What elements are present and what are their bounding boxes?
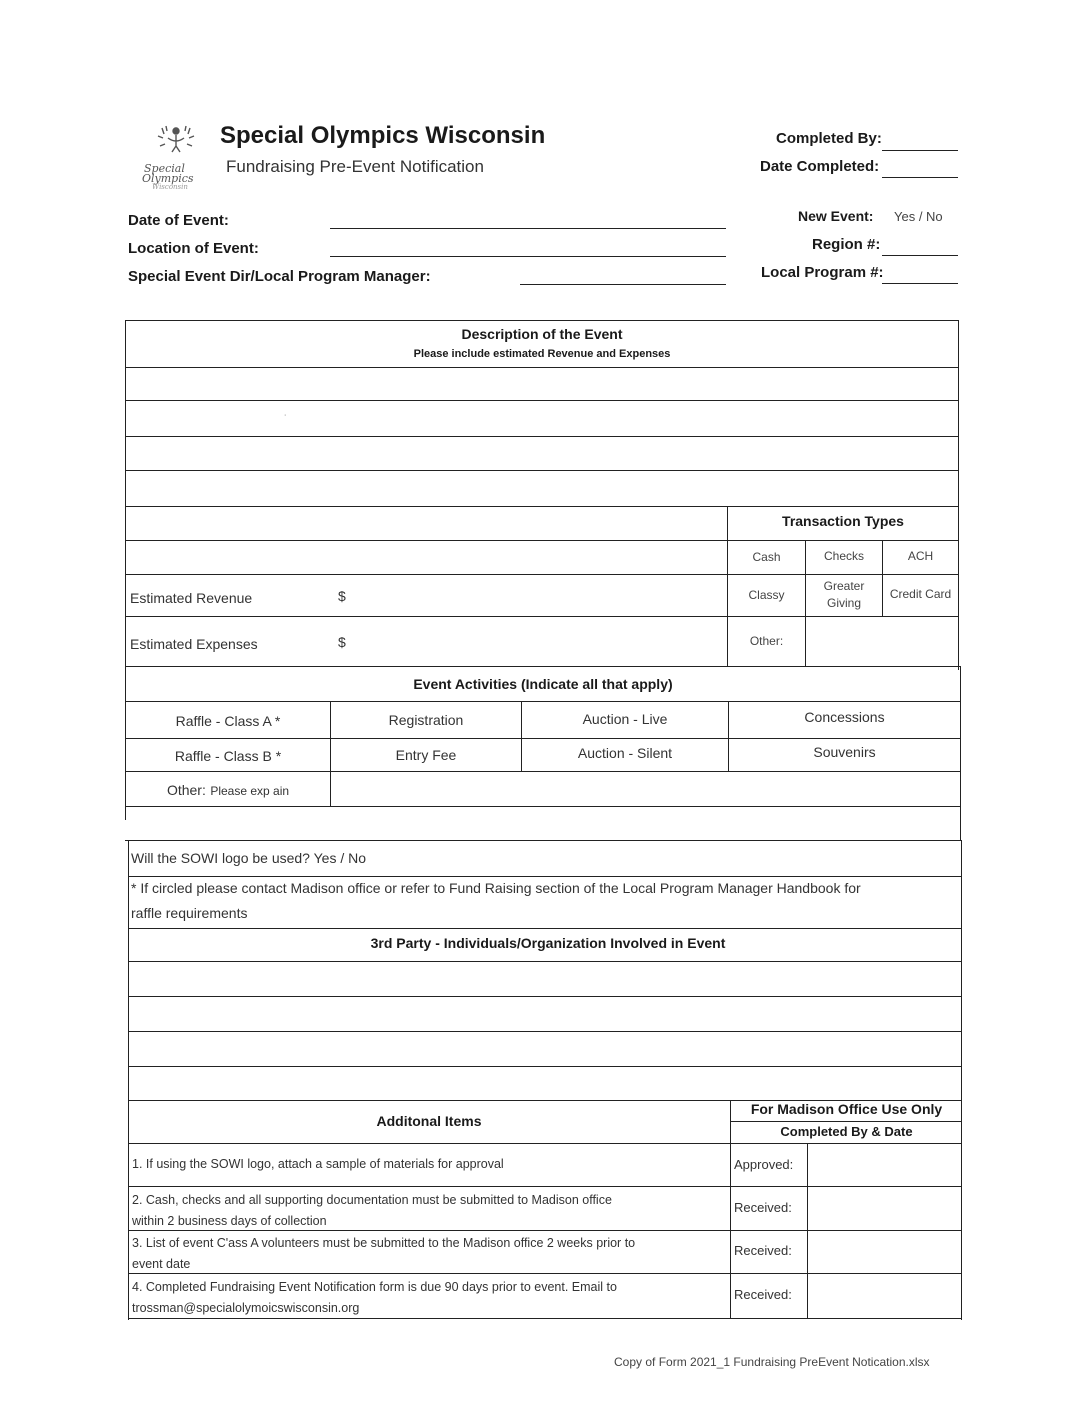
third-party-row-3[interactable] xyxy=(130,1033,960,1065)
stray-mark: ˙ xyxy=(284,414,288,425)
transaction-other-field[interactable] xyxy=(807,618,957,664)
description-row-4[interactable] xyxy=(127,472,957,505)
estimated-expenses-currency: $ xyxy=(338,634,346,650)
activity-extra-row[interactable] xyxy=(127,808,959,839)
additional-item-3-field[interactable] xyxy=(809,1232,960,1272)
transaction-checks[interactable]: Checks xyxy=(823,549,864,563)
estimated-expenses-field[interactable] xyxy=(352,620,724,664)
additional-item-1-field[interactable] xyxy=(809,1145,960,1185)
region-field[interactable] xyxy=(882,238,958,256)
description-subtitle: Please include estimated Revenue and Expenses xyxy=(413,348,671,360)
additional-item-2-line1: 2. Cash, checks and all supporting documentation must be submitted to Madison office xyxy=(132,1193,612,1207)
additional-item-4-email[interactable]: trossman@specialolymoicswisconsin.org xyxy=(132,1301,360,1315)
new-event-label: New Event: xyxy=(798,208,874,224)
form-title: Fundraising Pre-Event Notification xyxy=(226,157,484,176)
date-of-event-field[interactable] xyxy=(330,210,726,229)
activity-other xyxy=(126,782,330,800)
greater-giving-line2: Giving xyxy=(826,596,861,610)
activity-auction-silent[interactable]: Auction - Silent xyxy=(577,745,673,761)
additional-item-3 xyxy=(132,1233,728,1275)
logo-text-wisconsin: Wisconsin xyxy=(152,183,188,191)
activity-souvenirs[interactable]: Souvenirs xyxy=(813,744,876,760)
greater-giving-line1: Greater xyxy=(823,579,865,593)
location-label: Location of Event: xyxy=(128,240,259,257)
logo xyxy=(140,122,210,202)
activity-raffle-a[interactable]: Raffle - Class A * xyxy=(175,713,281,729)
manager-label: Special Event Dir/Local Program Manager: xyxy=(128,268,431,285)
additional-item-4-line1: 4. Completed Fundraising Event Notification form is due 90 days prior to event. Email to xyxy=(132,1280,617,1294)
additional-item-2 xyxy=(132,1190,728,1232)
transaction-ach[interactable]: ACH xyxy=(907,549,934,563)
activity-concessions[interactable]: Concessions xyxy=(804,709,885,725)
logo-text-olympics: Olympics xyxy=(142,172,194,185)
additional-item-2-status: Received: xyxy=(734,1200,792,1215)
manager-field[interactable] xyxy=(520,266,726,285)
additional-item-1 xyxy=(132,1157,728,1171)
transaction-credit-card[interactable]: Credit Card xyxy=(889,587,952,601)
third-party-row-4[interactable] xyxy=(130,1068,960,1099)
logo-text-special: Special xyxy=(144,162,185,175)
transaction-classy[interactable]: Classy xyxy=(748,588,785,602)
activities-title: Event Activities (Indicate all that apply) xyxy=(413,676,673,692)
activity-raffle-b[interactable]: Raffle - Class B * xyxy=(174,748,282,764)
estimated-expenses-label: Estimated Expenses xyxy=(130,636,258,652)
office-use-title: For Madison Office Use Only xyxy=(750,1101,943,1117)
date-completed-field[interactable] xyxy=(882,160,958,178)
additional-item-4 xyxy=(132,1277,728,1319)
additional-item-4-field[interactable] xyxy=(809,1275,960,1317)
office-use-subtitle: Completed By & Date xyxy=(780,1124,913,1139)
transaction-types-title: Transaction Types xyxy=(782,513,904,529)
additional-item-2-field[interactable] xyxy=(809,1188,960,1229)
estimated-revenue-label: Estimated Revenue xyxy=(130,590,253,606)
transaction-other-label: Other: xyxy=(749,634,784,648)
activity-other-field[interactable] xyxy=(332,773,959,805)
additional-item-3-line1: 3. List of event C'ass A volunteers must be submitted to the Madison office 2 weeks prior to xyxy=(132,1236,636,1250)
raffle-note-line2: raffle requirements xyxy=(131,905,248,921)
region-label: Region #: xyxy=(812,236,881,253)
activity-other-label: Other: xyxy=(166,782,206,798)
additional-item-4-status: Received: xyxy=(734,1287,792,1302)
third-party-title: 3rd Party - Individuals/Organization Involved in Event xyxy=(370,935,726,951)
footer-filename: Copy of Form 2021_1 Fundraising PreEvent Notication.xlsx xyxy=(614,1355,930,1369)
description-title: Description of the Event xyxy=(461,326,623,342)
raffle-note-line1: * If circled please contact Madison office or refer to Fund Raising section of the Local Program Manager Handbook for xyxy=(131,880,861,896)
logo-question[interactable]: Will the SOWI logo be used? Yes / No xyxy=(131,850,367,866)
date-completed-label: Date Completed: xyxy=(760,158,880,175)
local-program-field[interactable] xyxy=(882,266,958,284)
additional-items-title: Additonal Items xyxy=(376,1113,482,1129)
additional-item-3-line2: event date xyxy=(132,1257,191,1271)
org-title: Special Olympics Wisconsin xyxy=(220,122,546,149)
transaction-greater-giving[interactable] xyxy=(806,578,882,612)
additional-item-1-text: 1. If using the SOWI logo, attach a sample of materials for approval xyxy=(132,1157,504,1171)
additional-item-3-status: Received: xyxy=(734,1243,792,1258)
special-olympics-logo-icon xyxy=(154,122,198,160)
local-program-label: Local Program #: xyxy=(761,264,884,281)
third-party-row-1[interactable] xyxy=(130,963,960,995)
activity-auction-live[interactable]: Auction - Live xyxy=(582,711,668,727)
transaction-cash[interactable]: Cash xyxy=(752,550,781,564)
new-event-options[interactable]: Yes / No xyxy=(894,209,943,224)
activity-other-hint: Please exp ain xyxy=(210,784,290,798)
third-party-row-2[interactable] xyxy=(130,998,960,1030)
activity-registration[interactable]: Registration xyxy=(388,712,464,728)
activity-entry-fee[interactable]: Entry Fee xyxy=(395,747,457,763)
completed-by-label: Completed By: xyxy=(776,130,882,147)
estimated-revenue-field[interactable] xyxy=(352,578,724,614)
description-row-1[interactable] xyxy=(127,369,957,399)
description-row-3[interactable] xyxy=(127,438,957,469)
location-field[interactable] xyxy=(330,238,726,257)
description-row-2[interactable] xyxy=(127,402,957,435)
date-of-event-label: Date of Event: xyxy=(128,212,229,229)
additional-item-1-status: Approved: xyxy=(734,1157,794,1172)
additional-item-2-line2: within 2 business days of collection xyxy=(132,1214,327,1228)
estimated-revenue-currency: $ xyxy=(338,588,346,604)
completed-by-field[interactable] xyxy=(882,132,958,151)
